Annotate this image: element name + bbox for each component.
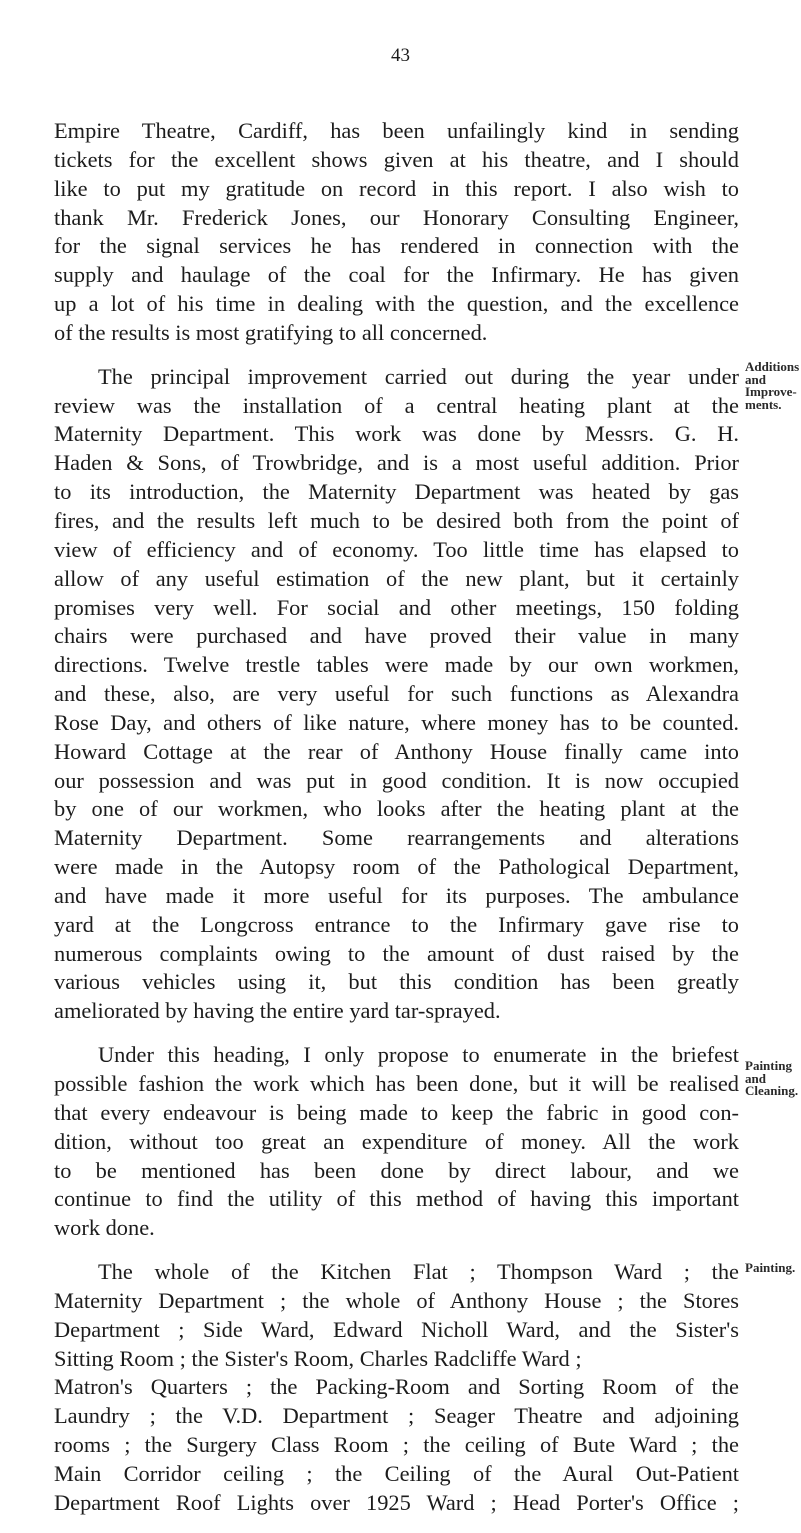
text-line: Department Roof Lights over 1925 Ward ; Head Porter's Office ; <box>54 1489 739 1515</box>
text-line: Matron's Quarters ; the Packing-Room and Sorting Room of the <box>54 1374 739 1400</box>
text-line: fires, and the results left much to be desired both from the point of <box>54 507 739 533</box>
paragraph-painting-cleaning <box>54 1041 739 1243</box>
text-line: Under this heading, I only propose to enumerate in the briefest <box>98 1042 739 1068</box>
text-line: continue to find the utility of this method of having this important <box>54 1186 739 1212</box>
text-line: and these, also, are very useful for such functions as Alexandra <box>54 681 739 707</box>
text-line: tickets for the excellent shows given at his theatre, and I should <box>54 146 739 172</box>
text-line: promises very well. For social and other meetings, 150 folding <box>54 594 739 620</box>
text-line: our possession and was put in good condition. It is now occupied <box>54 767 739 793</box>
paragraph-painting <box>54 1258 739 1518</box>
text-line: like to put my gratitude on record in this report. I also wish to <box>54 175 739 201</box>
text-line: for the signal services he has rendered in connection with the <box>54 233 739 259</box>
text-line: Laundry ; the V.D. Department ; Seager Theatre and adjoining <box>54 1403 739 1429</box>
text-line: review was the installation of a central heating plant at the <box>54 392 739 418</box>
text-line: numerous complaints owing to the amount of dust raised by the <box>54 940 739 966</box>
text-line: yard at the Longcross entrance to the Infirmary gave rise to <box>54 911 739 937</box>
text-line: various vehicles using it, but this condition has been greatly <box>54 969 739 995</box>
text-line: by one of our workmen, who looks after the heating plant at the <box>54 796 739 822</box>
text-line: Maternity Department ; the whole of Anthony House ; the Stores <box>54 1287 739 1313</box>
text-line: possible fashion the work which has been done, but it will be realised <box>54 1071 739 1096</box>
text-line: allow of any useful estimation of the new plant, but it certainly <box>54 565 739 591</box>
margin-note-line: Painting. <box>745 1260 796 1275</box>
text-line: thank Mr. Frederick Jones, our Honorary Consulting Engineer, <box>54 204 739 230</box>
text-line: Main Corridor ceiling ; the Ceiling of the Aural Out-Patient <box>54 1460 739 1486</box>
main-text <box>54 117 739 1533</box>
margin-note-line: and <box>745 371 766 387</box>
text-line: rooms ; the Surgery Class Room ; the ceiling of Bute Ward ; the <box>54 1432 739 1458</box>
text-line: and have made it more useful for its purposes. The ambulance <box>54 882 739 908</box>
text-line: Empire Theatre, Cardiff, has been unfailingly kind in sending <box>54 118 739 143</box>
text-line: up a lot of his time in dealing with the question, and the excellence <box>54 291 739 317</box>
text-line: Maternity Department. Some rearrangements and alterations <box>54 825 739 851</box>
text-line: were made in the Autopsy room of the Pathological Department, <box>54 854 739 880</box>
text-line: Department ; Side Ward, Edward Nicholl Ward, and the Sister's <box>54 1316 739 1342</box>
text-line: work done. <box>54 1215 155 1241</box>
text-line: to be mentioned has been done by direct labour, and we <box>54 1157 739 1183</box>
margin-note-line: Improve- <box>745 384 797 399</box>
margin-note-painting-cleaning <box>745 1060 801 1098</box>
text-line: Rose Day, and others of like nature, where money has to be counted. <box>54 709 739 735</box>
margin-note-painting <box>745 1262 801 1275</box>
paragraph-additions-improvements <box>54 363 739 1026</box>
margin-note-line: and <box>745 1070 766 1086</box>
text-line: supply and haulage of the coal for the Infirmary. He has given <box>54 262 739 288</box>
text-line: ameliorated by having the entire yard tar-sprayed. <box>54 998 501 1024</box>
text-line: Haden & Sons, of Trowbridge, and is a most useful addition. Prior <box>54 450 739 476</box>
text-line: Maternity Department. This work was done by Messrs. G. H. <box>54 421 739 447</box>
page-number: 43 <box>391 45 410 66</box>
paragraph-theatre-thanks <box>54 117 739 348</box>
margin-note-line: Painting <box>745 1058 792 1073</box>
text-line: of the results is most gratifying to all concerned. <box>54 319 488 345</box>
text-line: Sitting Room ; the Sister's Room, Charles Radcliffe Ward ; <box>54 1345 582 1371</box>
margin-note-line: Cleaning. <box>745 1083 799 1098</box>
text-line: dition, without too great an expenditure of money. All the work <box>54 1128 739 1154</box>
text-line: Howard Cottage at the rear of Anthony House finally came into <box>54 738 739 764</box>
margin-note-line: Additions <box>745 359 800 374</box>
text-line: that every endeavour is being made to keep the fabric in good con- <box>54 1099 739 1125</box>
text-line: to its introduction, the Maternity Department was heated by gas <box>54 479 739 505</box>
text-line: The principal improvement carried out during the year under <box>98 363 739 389</box>
text-line: chairs were purchased and have proved their value in many <box>54 623 739 649</box>
text-line: directions. Twelve trestle tables were made by our own workmen, <box>54 652 739 678</box>
text-line: view of efficiency and of economy. Too little time has elapsed to <box>54 536 739 562</box>
margin-note-additions-improvements <box>745 361 801 411</box>
text-line: The whole of the Kitchen Flat ; Thompson Ward ; the <box>98 1259 739 1285</box>
margin-note-line: ments. <box>745 396 782 412</box>
